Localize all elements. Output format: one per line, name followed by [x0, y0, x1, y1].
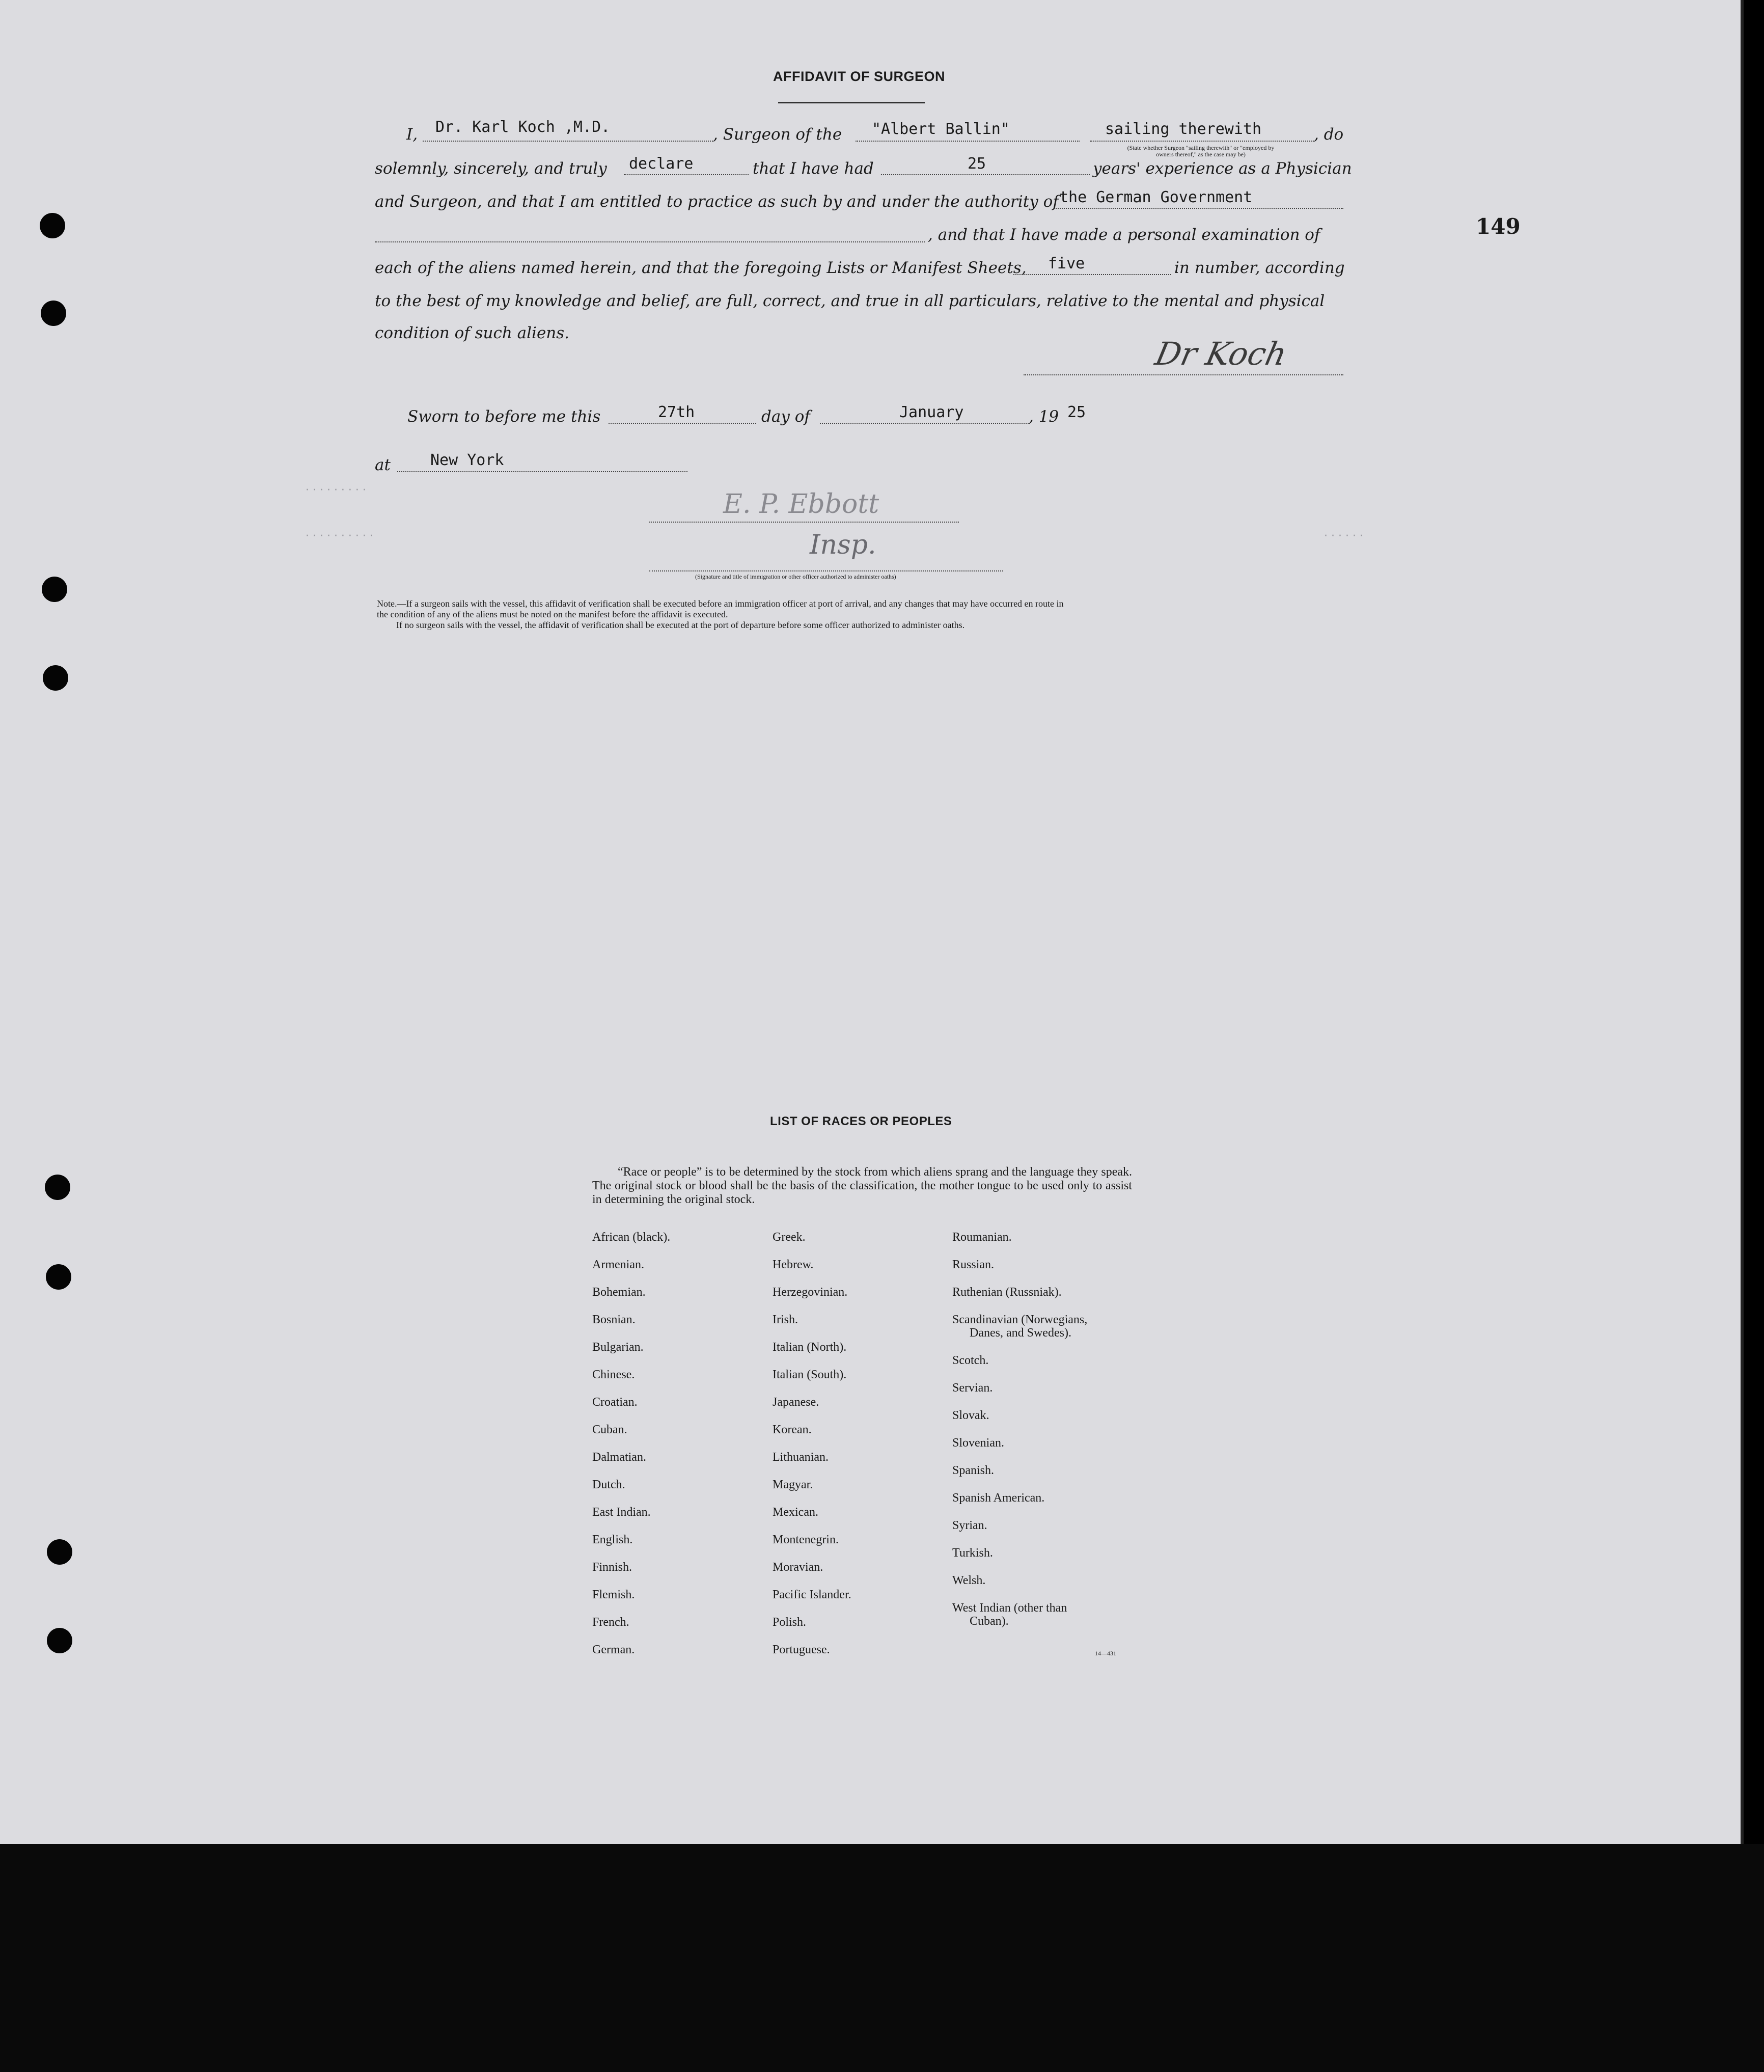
affidavit-text-line-2b: that I have had: [753, 159, 874, 178]
surgeon-signature-line: [1024, 374, 1343, 375]
affidavit-text-line-1a: I,: [406, 125, 418, 144]
race-entry: Scandinavian (Norwegians,: [952, 1313, 1088, 1326]
race-entry: Moravian.: [773, 1561, 823, 1574]
authority-continuation-line: [375, 241, 925, 242]
day-line: [609, 423, 756, 424]
race-entry: Bohemian.: [592, 1286, 646, 1299]
punch-hole: [42, 577, 67, 602]
race-entry: Hebrew.: [773, 1258, 814, 1271]
punch-hole: [46, 1264, 71, 1290]
status-hint: [1094, 145, 1308, 158]
place-line: [397, 471, 687, 472]
race-entry: Bulgarian.: [592, 1341, 644, 1354]
race-entry: East Indian.: [592, 1506, 651, 1519]
page-number: 149: [1476, 214, 1521, 239]
status-field: sailing therewith: [1105, 120, 1262, 138]
race-entry: Chinese.: [592, 1368, 635, 1381]
title-rule: [778, 102, 925, 103]
race-entry: German.: [592, 1643, 635, 1656]
punch-hole: [41, 301, 66, 326]
race-entry: Pacific Islander.: [773, 1588, 851, 1601]
punch-hole: [43, 665, 68, 691]
note-line: the condition of any of the aliens must be noted on the manifest before the affidavit is executed.: [377, 609, 728, 619]
day-field: 27th: [658, 403, 695, 421]
race-entry: Turkish.: [952, 1546, 993, 1560]
races-list-intro: “Race or people” is to be determined by the stock from which aliens sprang and the language they speak. The original stock or blood shall be the basis of the classification, the mother tongue to be used only to assist in determining the original stock.: [592, 1165, 1132, 1206]
affidavit-text-line-7a: condition of such aliens.: [375, 324, 570, 342]
race-entry: Greek.: [773, 1231, 806, 1244]
race-entry: Slovak.: [952, 1409, 989, 1422]
race-entry: Syrian.: [952, 1519, 987, 1532]
years-line: [881, 174, 1090, 175]
race-entry: Scotch.: [952, 1354, 989, 1367]
place-field: New York: [430, 451, 504, 469]
affidavit-title: AFFIDAVIT OF SURGEON: [773, 69, 945, 84]
race-entry: Polish.: [773, 1616, 807, 1629]
bleed-through-text: · · · · · · · · · ·: [306, 530, 373, 542]
race-entry: Lithuanian.: [773, 1451, 829, 1464]
sheets-line: [1013, 274, 1171, 275]
sworn-text-c: , 19: [1029, 407, 1059, 426]
race-entry: Dalmatian.: [592, 1451, 646, 1464]
authority-field: the German Government: [1059, 188, 1253, 206]
sworn-text-b: day of: [761, 407, 810, 426]
authority-line: [1054, 208, 1343, 209]
punch-hole: [45, 1175, 70, 1200]
race-entry: Korean.: [773, 1423, 812, 1436]
race-entry: French.: [592, 1616, 629, 1629]
race-entry: Irish.: [773, 1313, 798, 1326]
officer-signature: E. P. Ebbott: [723, 489, 879, 520]
bleed-through-text: · · · · · ·: [1324, 530, 1363, 542]
race-entry: Flemish.: [592, 1588, 635, 1601]
declaration-field: declare: [629, 155, 694, 173]
form-number: 14—431: [1095, 1650, 1116, 1657]
race-entry: Italian (North).: [773, 1341, 847, 1354]
years-field: 25: [968, 155, 986, 173]
officer-caption: (Signature and title of immigration or other officer authorized to administer oaths): [695, 573, 896, 580]
race-entry: Japanese.: [773, 1396, 819, 1409]
race-entry: Cuban).: [970, 1615, 1009, 1628]
month-line: [820, 423, 1029, 424]
note-line: Note.—If a surgeon sails with the vessel, this affidavit of verification shall be executed before an immigration officer at port of arrival, and any changes that may have occurred en route in: [377, 598, 1064, 609]
affidavit-text-line-1c: , do: [1314, 125, 1344, 144]
punch-hole: [40, 213, 65, 238]
race-entry: Ruthenian (Russniak).: [952, 1286, 1062, 1299]
vessel-line: [856, 141, 1080, 142]
race-entry: English.: [592, 1533, 633, 1546]
punch-hole: [47, 1539, 72, 1565]
at-text: at: [375, 456, 391, 474]
affidavit-text-line-4a: , and that I have made a personal examination of: [928, 226, 1320, 244]
race-entry: Italian (South).: [773, 1368, 847, 1381]
race-entry: Servian.: [952, 1381, 993, 1395]
race-entry: Montenegrin.: [773, 1533, 839, 1546]
affidavit-text-line-2a: solemnly, sincerely, and truly: [375, 159, 607, 178]
race-entry: Dutch.: [592, 1478, 625, 1491]
sheets-field: five: [1048, 255, 1085, 272]
scan-border: [0, 1844, 1764, 2072]
race-entry: Herzegovinian.: [773, 1286, 848, 1299]
year-field: 25: [1067, 403, 1086, 421]
races-list-title: LIST OF RACES OR PEOPLES: [770, 1114, 952, 1128]
status-line: [1090, 141, 1314, 142]
race-entry: Mexican.: [773, 1506, 818, 1519]
race-entry: Finnish.: [592, 1561, 632, 1574]
race-entry: Armenian.: [592, 1258, 644, 1271]
affidavit-text-line-5b: in number, according: [1174, 259, 1345, 277]
officer-title-line: [649, 570, 1003, 571]
race-entry: Welsh.: [952, 1574, 986, 1587]
note-line: If no surgeon sails with the vessel, the affidavit of verification shall be executed at the port of departure before some officer authorized to administer oaths.: [396, 620, 965, 630]
bleed-through-text: · · · · · · · · ·: [306, 484, 366, 497]
affidavit-note: [377, 598, 1064, 631]
race-entry: Russian.: [952, 1258, 995, 1271]
status-hint-line: owners thereof," as the case may be): [1156, 151, 1246, 158]
officer-title-signature: Insp.: [810, 530, 876, 560]
affidavit-text-line-2c: years' experience as a Physician: [1093, 159, 1352, 178]
race-entry: Portuguese.: [773, 1643, 830, 1656]
officer-signature-line: [649, 522, 959, 523]
race-entry: Cuban.: [592, 1423, 627, 1436]
vessel-field: "Albert Ballin": [872, 120, 1010, 138]
race-entry: African (black).: [592, 1231, 671, 1244]
affidavit-text-line-1b: , Surgeon of the: [713, 125, 842, 144]
race-entry: Magyar.: [773, 1478, 813, 1491]
affidavit-text-line-3a: and Surgeon, and that I am entitled to practice as such by and under the authority of: [375, 193, 1059, 211]
month-field: January: [899, 403, 964, 421]
sworn-text-a: Sworn to before me this: [407, 407, 601, 426]
surgeon-name-field: Dr. Karl Koch ,M.D.: [435, 118, 611, 136]
race-entry: Spanish American.: [952, 1491, 1045, 1505]
declaration-line: [624, 174, 749, 175]
affidavit-text-line-6a: to the best of my knowledge and belief, are full, correct, and true in all particulars, relative to the mental and physical: [375, 292, 1325, 310]
race-entry: Spanish.: [952, 1464, 995, 1477]
race-entry: Roumanian.: [952, 1231, 1012, 1244]
punch-hole: [47, 1628, 72, 1653]
status-hint-line: (State whether Surgeon "sailing therewith" or "employed by: [1127, 144, 1275, 151]
surgeon-signature: Dr Koch: [1152, 335, 1290, 372]
race-entry: West Indian (other than: [952, 1601, 1067, 1615]
surgeon-name-line: [423, 141, 713, 142]
race-entry: Danes, and Swedes).: [970, 1326, 1071, 1340]
race-entry: Croatian.: [592, 1396, 638, 1409]
race-entry: Bosnian.: [592, 1313, 636, 1326]
affidavit-text-line-5a: each of the aliens named herein, and that the foregoing Lists or Manifest Sheets,: [375, 259, 1027, 277]
race-entry: Slovenian.: [952, 1436, 1004, 1450]
